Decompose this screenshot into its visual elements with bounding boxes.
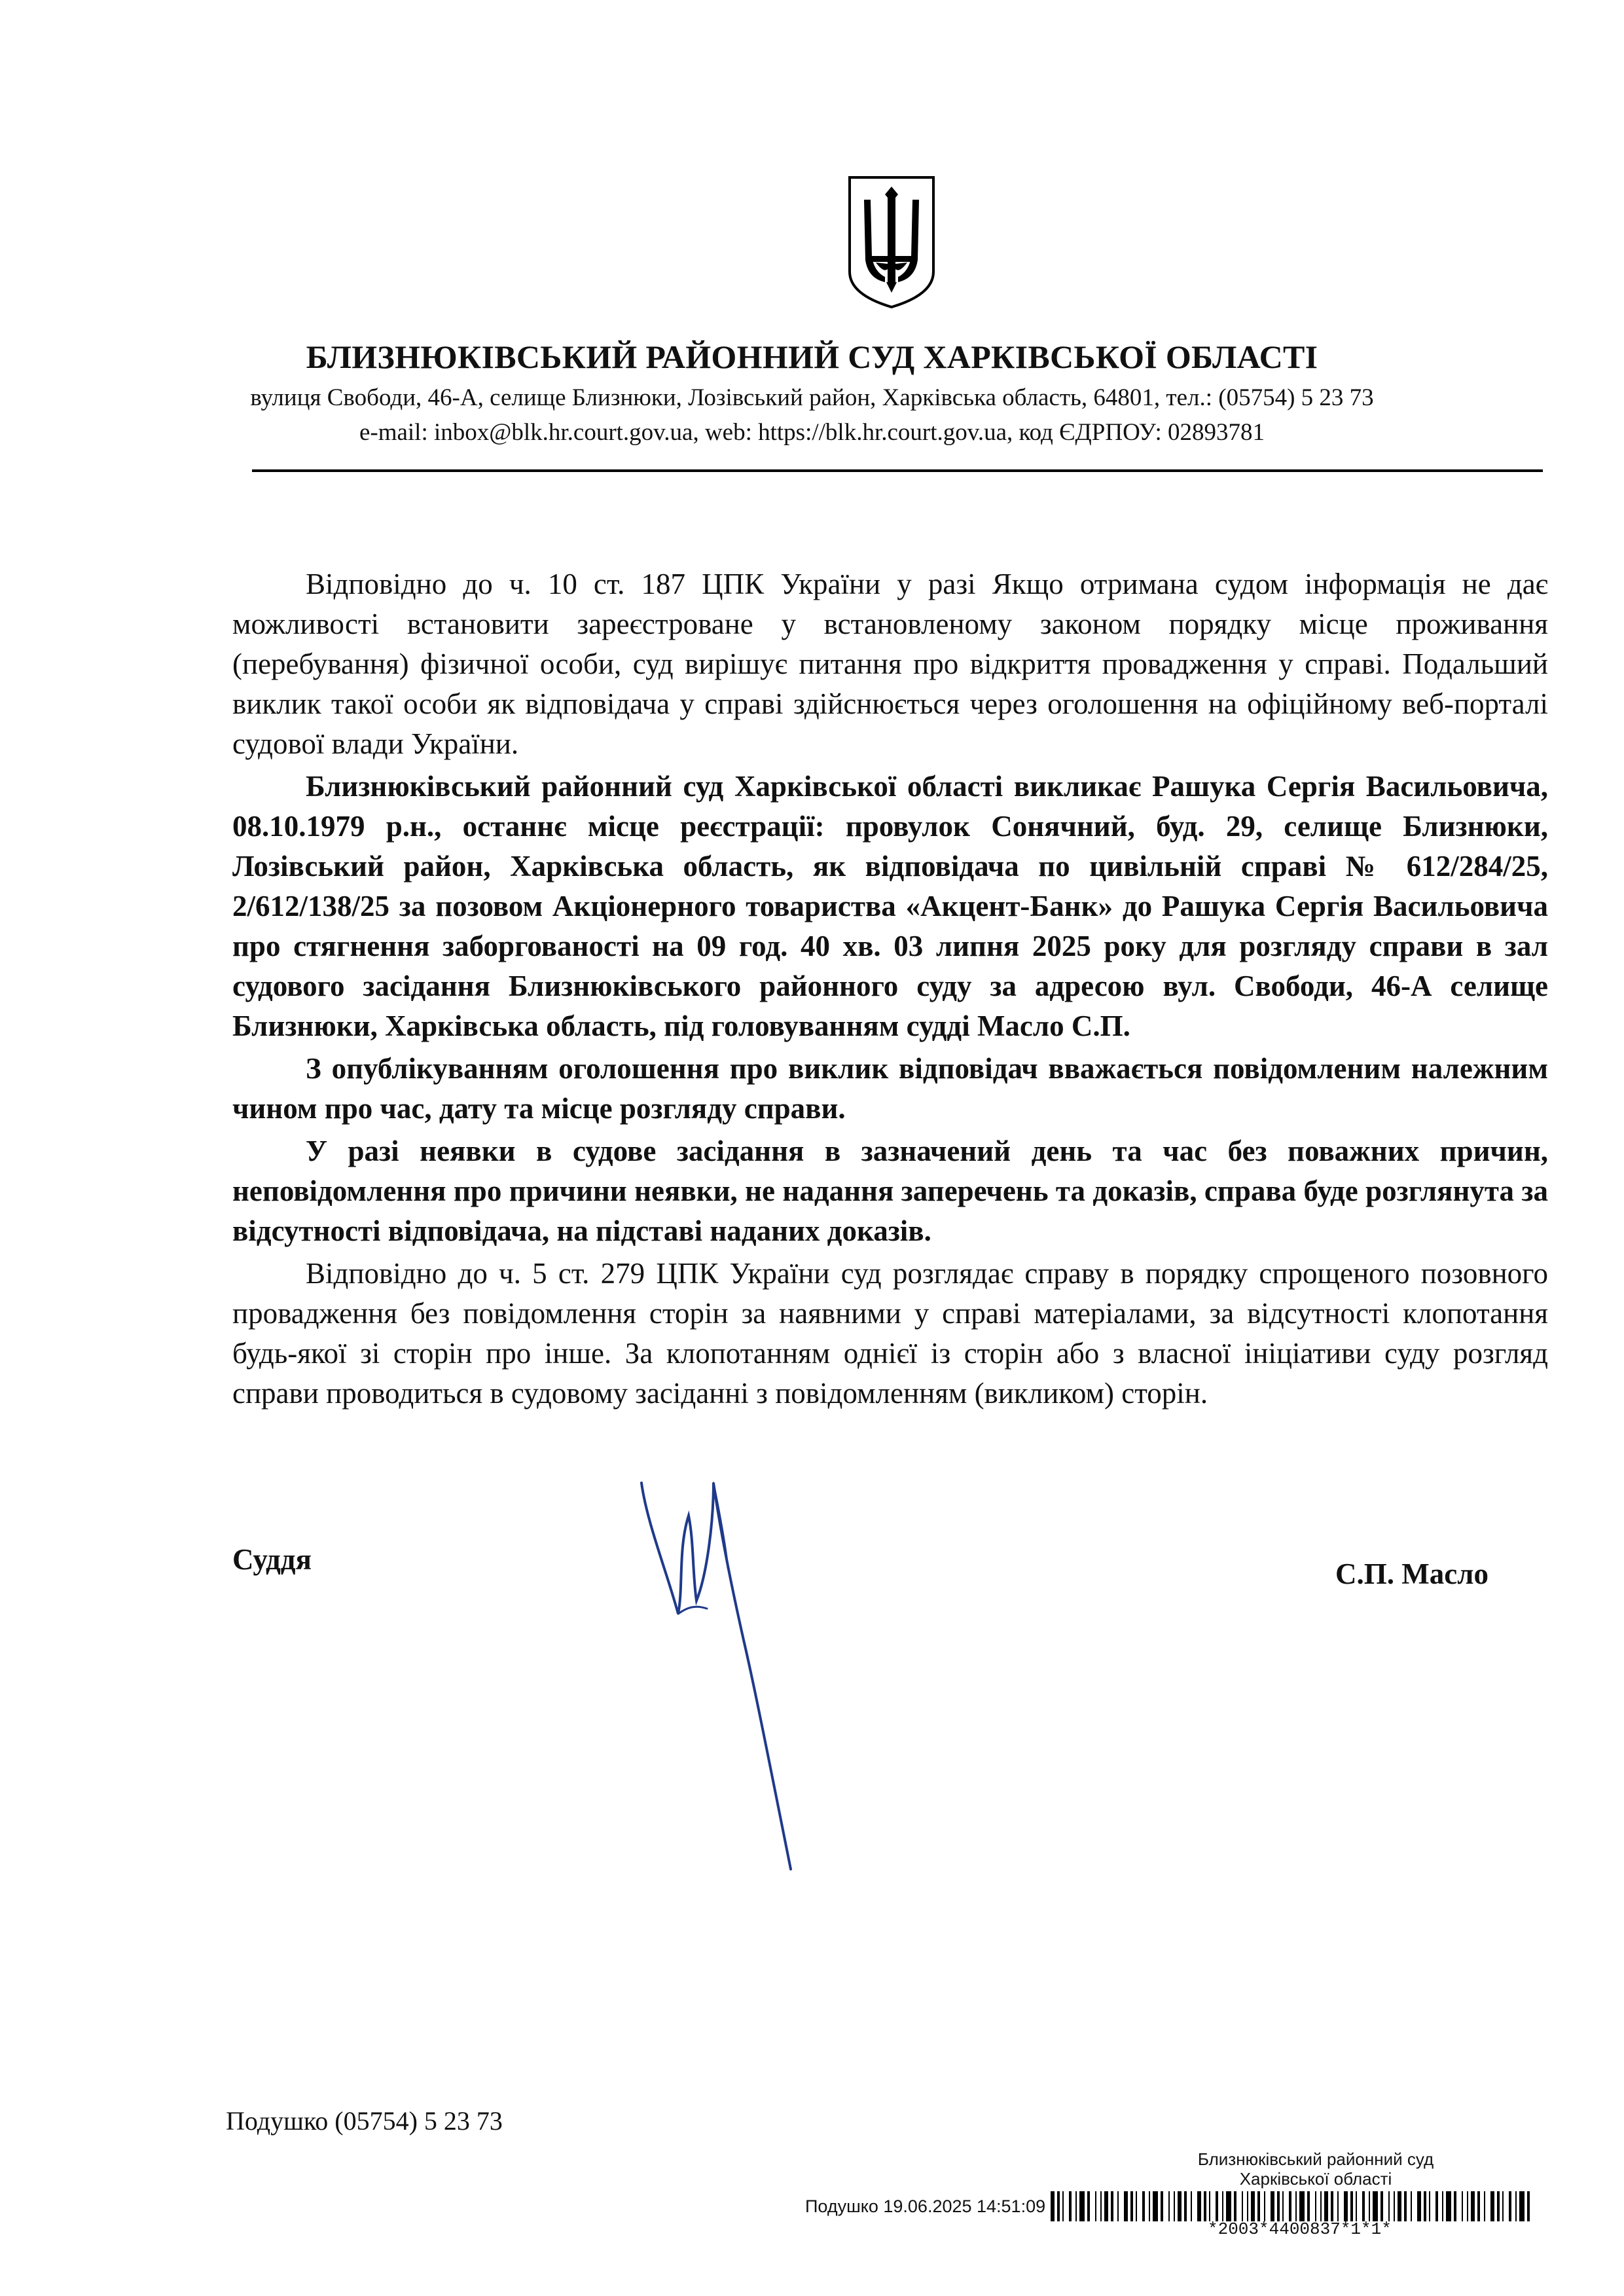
barcode-bar — [1315, 2191, 1316, 2221]
barcode-bar — [1251, 2191, 1255, 2221]
registration-stamp-court — [1165, 2149, 1466, 2189]
barcode-bar — [1373, 2191, 1378, 2221]
barcode-bar — [1320, 2191, 1322, 2221]
barcode-bar — [1394, 2191, 1395, 2221]
barcode-bar — [1051, 2191, 1055, 2221]
barcode-bar — [1069, 2191, 1072, 2221]
barcode-bar — [1168, 2191, 1170, 2221]
barcode-bar — [1149, 2191, 1150, 2221]
barcode-bar — [1100, 2191, 1102, 2221]
barcode-bar — [1277, 2191, 1280, 2221]
barcode-bar — [1057, 2191, 1060, 2221]
barcode-bar — [1216, 2191, 1218, 2221]
barcode-bar — [1299, 2191, 1305, 2221]
barcode-bar — [1079, 2191, 1085, 2221]
barcode-bar — [1222, 2191, 1223, 2221]
barcode-bar — [1435, 2191, 1438, 2221]
barcode-bar — [1104, 2191, 1108, 2221]
paragraph-consequences: У разі неявки в судове засідання в зазначений день та час без поважних причин, неповідомлення про причини неявки, не надання заперечень та доказів, справа буде розглянута за відсутності відповідача, на підставі наданих доказів. — [232, 1135, 1548, 1247]
header-divider — [252, 469, 1543, 472]
barcode-bar — [1350, 2191, 1353, 2221]
barcode-bar — [1509, 2191, 1511, 2221]
executor-contact: Подушко (05754) 5 23 73 — [226, 2106, 503, 2136]
trident-emblem-icon — [846, 173, 937, 311]
barcode-bar — [1264, 2191, 1265, 2221]
barcode-bar — [1515, 2191, 1517, 2221]
barcode-bar — [1519, 2191, 1525, 2221]
barcode-bar — [1429, 2191, 1430, 2221]
barcode-bar — [1404, 2191, 1407, 2221]
barcode-bar — [1197, 2191, 1201, 2221]
barcode-bar — [1446, 2191, 1451, 2221]
barcode-bar — [1242, 2191, 1243, 2221]
barcode-bar — [1356, 2191, 1357, 2221]
barcode-bar — [1442, 2191, 1443, 2221]
barcode-bar — [1467, 2191, 1468, 2221]
judge-label: Суддя — [232, 1543, 312, 1576]
barcode-bar — [1142, 2191, 1145, 2221]
barcode-bar — [1454, 2191, 1456, 2221]
barcode-bar — [1226, 2191, 1231, 2221]
barcode-bar — [1502, 2191, 1504, 2221]
handwritten-signature — [615, 1444, 805, 1876]
barcode-bar — [1257, 2191, 1260, 2221]
court-contacts: e-mail: inbox@blk.hr.court.gov.ua, web: https://blk.hr.court.gov.ua, код ЄДРПОУ: 02893781 — [359, 419, 1265, 446]
barcode-bar — [1271, 2191, 1274, 2221]
barcode-bar — [1471, 2191, 1475, 2221]
judge-name: С.П. Масло — [1335, 1558, 1489, 1590]
barcode-bar — [1075, 2191, 1077, 2221]
barcode-bar — [1209, 2191, 1210, 2221]
barcode-bar — [1111, 2191, 1113, 2221]
barcode-bar — [1497, 2191, 1500, 2221]
paragraph-notification: З опублікуванням оголошення про виклик відповідач вважається повідомленим належним чином про час, дату та місце розгляду справи. — [232, 1052, 1548, 1125]
barcode-bar — [1191, 2191, 1192, 2221]
barcode-bar — [1417, 2191, 1421, 2221]
barcode-bar — [1477, 2191, 1480, 2221]
barcode-bar — [1411, 2191, 1412, 2221]
barcode-bar — [1204, 2191, 1206, 2221]
barcode-bar — [1398, 2191, 1401, 2221]
barcode-bar — [1362, 2191, 1365, 2221]
barcode-bar — [1136, 2191, 1137, 2221]
barcode-bar — [1380, 2191, 1383, 2221]
stamp-datetime: Подушко 19.06.2025 14:51:09 — [805, 2196, 1046, 2216]
barcode-bar — [1424, 2191, 1426, 2221]
barcode-bar — [1062, 2191, 1064, 2221]
barcode-bar — [1184, 2191, 1187, 2221]
barcode-bar — [1153, 2191, 1158, 2221]
barcode-bar — [1490, 2191, 1494, 2221]
barcode-bar — [1369, 2191, 1370, 2221]
registration-stamp-row — [805, 2191, 1532, 2221]
barcode-bar — [1337, 2191, 1339, 2221]
paragraph-legal-basis: Відповідно до ч. 10 ст. 187 ЦПК України у разі Якщо отримана судом інформація не дає можливості встановити зареєстроване у встановленому законом порядку місце проживання (перебування) фізичної особи, суд вирішує питання про відкриття провадження у справі. Подальший виклик такої особи як відповідача у справі здійснюється через оголошення на офіційному веб-порталі судової влади України. — [232, 568, 1548, 760]
barcode-bar — [1324, 2191, 1328, 2221]
barcode-bar — [1124, 2191, 1128, 2221]
barcode-bar — [1289, 2191, 1291, 2221]
barcode-bar — [1174, 2191, 1175, 2221]
barcode-bar — [1331, 2191, 1333, 2221]
notice-body — [232, 564, 1548, 1416]
barcode-bar — [1087, 2191, 1090, 2221]
barcode-bar — [1388, 2191, 1390, 2221]
barcode-bar — [1462, 2191, 1463, 2221]
barcode-bar — [1344, 2191, 1348, 2221]
barcode-bar — [1178, 2191, 1182, 2221]
barcode-icon — [1051, 2191, 1532, 2221]
barcode-text: *2003*4400837*1*1* — [1208, 2219, 1392, 2239]
barcode-bar — [1130, 2191, 1133, 2221]
barcode-bar — [1295, 2191, 1297, 2221]
barcode-bar — [1117, 2191, 1119, 2221]
court-address: вулиця Свободи, 46-А, селище Близнюки, Лозівський район, Харківська область, 64801, тел.: (05754) 5 23 73 — [250, 384, 1374, 411]
paragraph-summons: Близнюківський районний суд Харківської області викликає Рашука Сергія Васильовича, 08.10.1979 р.н., останнє місце реєстрації: провулок Сонячний, буд. 29, селище Близнюки, Лозівський район, Харківська область, як відповідача по цивільній справі № 612/284/25, 2/612/138/25 за позовом Акціонерного товариства «Акцент-Банк» до Рашука Сергія Васильовича про стягнення заборгованості на 09 год. 40 хв. 03 липня 2025 року для розгляду справи в зал судового засідання Близнюківського районного суду за адресою вул. Свободи, 46-А селище Близнюки, Харківська область, під головуванням судді Масло С.П. — [232, 770, 1548, 1042]
barcode-bar — [1247, 2191, 1248, 2221]
barcode-bar — [1307, 2191, 1310, 2221]
barcode-bar — [1161, 2191, 1163, 2221]
barcode-bar — [1484, 2191, 1485, 2221]
barcode-bar — [1095, 2191, 1096, 2221]
stamp-court-line2: Харківської області — [1239, 2169, 1392, 2189]
barcode-bar — [1282, 2191, 1284, 2221]
barcode-bar — [1527, 2191, 1530, 2221]
court-name: БЛИЗНЮКІВСЬКИЙ РАЙОННИЙ СУД ХАРКІВСЬКОЇ ОБЛАСТІ — [306, 338, 1318, 375]
barcode-bar — [1234, 2191, 1236, 2221]
stamp-court-line1: Близнюківський районний суд — [1197, 2149, 1434, 2169]
paragraph-procedure: Відповідно до ч. 5 ст. 279 ЦПК України суд розглядає справу в порядку спрощеного позовного провадження без повідомлення сторін за наявними у справі матеріалами, за відсутності клопотання будь-якої зі сторін про інше. За клопотанням однієї із сторін або з власної ініціативи суду розгляд справи проводиться в судовому засіданні з повідомленням (викликом) сторін. — [232, 1257, 1548, 1410]
